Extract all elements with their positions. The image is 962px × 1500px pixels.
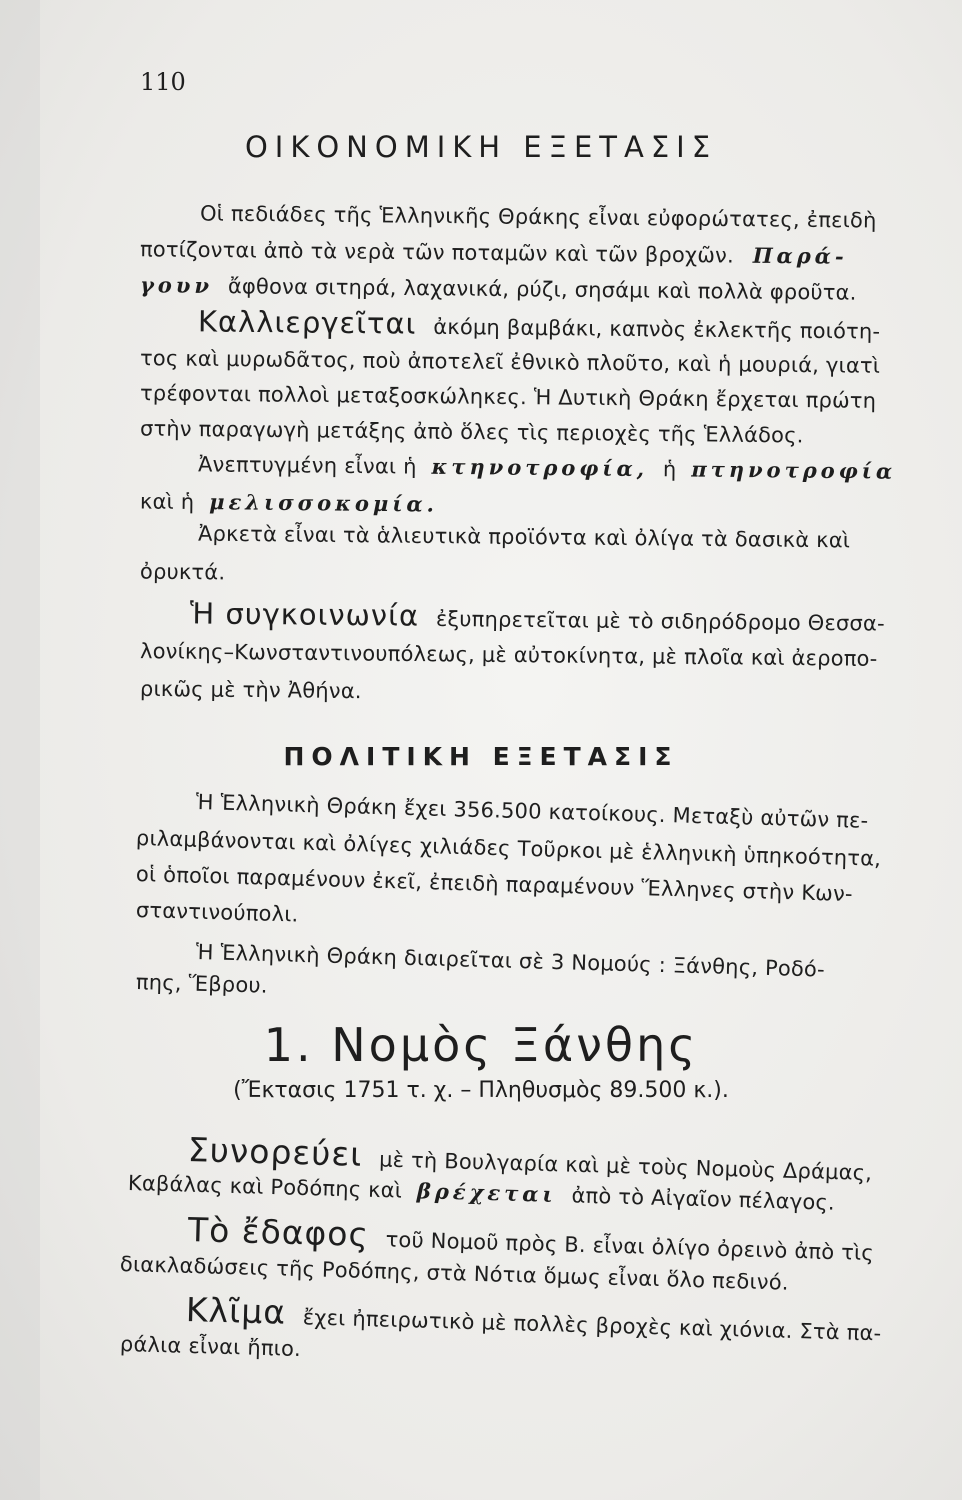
text-line: ρικῶς μὲ τὴν Ἀθήνα.	[139, 676, 362, 704]
spaced-emphasis: γουν	[139, 272, 214, 299]
text-line: οἱ ὁποῖοι παραμένουν ἐκεῖ, ἐπειδὴ παραμένουν Ἕλληνες στὴν Κων-	[135, 862, 854, 907]
text-line: πης, Ἕβρου.	[135, 970, 269, 998]
text-line	[198, 304, 881, 345]
text-fragment: καὶ ἡ	[139, 489, 195, 515]
text-fragment: ἄφθονα σιτηρά, λαχανικά, ρύζι, σησάμι καὶ πολλὰ φροῦτα.	[227, 274, 857, 305]
text-fragment: Καβάλας καὶ Ροδόπης καὶ	[127, 1171, 403, 1203]
text-line	[140, 272, 857, 305]
text-line: λονίκης–Κωνσταντινουπόλεως, μὲ αὐτοκίνητα, μὲ πλοῖα καὶ ἀεροπο-	[139, 639, 878, 671]
text-line: στὴν παραγωγὴ μετάξης ἀπὸ ὅλες τὶς περιοχὲς τῆς Ἑλλάδος.	[139, 416, 804, 448]
paragraph-lead-word: Ἡ συγκοινωνία	[189, 596, 420, 633]
text-line	[140, 236, 848, 268]
text-fragment: Ἀνεπτυγμένη εἶναι ἡ	[197, 452, 417, 479]
text-line: διακλαδώσεις τῆς Ροδόπης, στὰ Νότια ὅμως εἶναι ὅλο πεδινό.	[119, 1252, 790, 1295]
text-line: τρέφονται πολλοὶ μεταξοσκώληκες. Ἡ Δυτικὴ Θράκη ἔρχεται πρώτη	[139, 381, 877, 413]
text-line: σταντινούπολι.	[135, 898, 299, 927]
section-heading-political: ΠΟΛΙΤΙΚΗ ΕΞΕΤΑΣΙΣ	[283, 742, 679, 771]
text-fragment: ἐξυπηρετεῖται μὲ τὸ σιδηρόδρομο Θεσσα-	[435, 606, 885, 636]
paragraph-lead-word: Καλλιεργεῖται	[197, 304, 417, 341]
text-line: ριλαμβάνονται καὶ ὀλίγες χιλιάδες Τοῦρκοι μὲ ἑλληνικὴ ὑπηκοότητα,	[135, 826, 882, 871]
text-line: ράλια εἶναι ἤπιο.	[119, 1332, 302, 1362]
spaced-emphasis: κτηνοτροφία,	[431, 453, 649, 482]
spaced-emphasis: μελισσοκομία.	[209, 489, 439, 517]
text-fragment: ἡ	[662, 457, 677, 482]
page-number: 110	[140, 68, 186, 96]
text-line: τος καὶ μυρωδᾶτος, ποὺ ἀποτελεῖ ἐθνικὸ πλοῦτο, καὶ ἡ μουριά, γιατὶ	[139, 346, 881, 378]
text-fragment: ποτίζονται ἀπὸ τὰ νερὰ τῶν ποταμῶν καὶ τῶν βροχῶν.	[139, 237, 735, 268]
spaced-emphasis: Παρά-	[752, 242, 848, 269]
text-fragment: ἀπὸ τὸ Αἰγαῖον πέλαγος.	[571, 1183, 836, 1215]
text-fragment: ἔχει ἠπειρωτικὸ μὲ πολλὲς βροχὲς καὶ χιόνια. Στὰ πα-	[302, 1305, 882, 1346]
text-line: Οἱ πεδιάδες τῆς Ἑλληνικῆς Θράκης εἶναι εὐφορώτατες, ἐπειδὴ	[199, 201, 877, 233]
spaced-emphasis: βρέχεται	[416, 1178, 558, 1207]
text-line: Ἡ Ἑλληνικὴ Θράκη ἔχει 356.500 κατοίκους. Μεταξὺ αὐτῶν πε-	[195, 790, 869, 833]
text-line: Ἡ Ἑλληνικὴ Θράκη διαιρεῖται σὲ 3 Νομούς : Ξάνθης, Ροδό-	[195, 940, 826, 982]
prefecture-title: 1. Νομὸς Ξάνθης	[263, 1018, 699, 1072]
text-fragment: τοῦ Νομοῦ πρὸς Β. εἶναι ὀλίγο ὀρεινὸ ἀπὸ τὶς	[385, 1227, 875, 1266]
paragraph-lead-word: Συνορεύει	[187, 1130, 363, 1174]
spaced-emphasis: πτηνοτροφία	[691, 456, 897, 484]
text-fragment: ἀκόμη βαμβάκι, καπνὸς ἐκλεκτῆς ποιότη-	[433, 314, 881, 344]
paragraph-lead-word: Τὸ ἔδαφος	[187, 1210, 370, 1255]
prefecture-subtitle: (Ἔκτασις 1751 τ. χ. – Πληθυσμὸς 89.500 κ.).	[233, 1078, 729, 1103]
paragraph-lead-word: Κλῖμα	[185, 1290, 287, 1332]
text-line	[190, 596, 885, 637]
section-heading-economic: ΟΙΚΟΝΟΜΙΚΗ ΕΞΕΤΑΣΙΣ	[244, 130, 718, 164]
text-line: ὀρυκτά.	[139, 559, 226, 585]
text-line: Ἀρκετὰ εἶναι τὰ ἁλιευτικὰ προϊόντα καὶ ὀλίγα τὰ δασικὰ καὶ	[197, 521, 851, 553]
text-fragment: μὲ τὴ Βουλγαρία καὶ μὲ τοὺς Νομοὺς Δράμας,	[378, 1147, 873, 1186]
text-line	[140, 488, 438, 516]
text-line	[198, 451, 896, 483]
